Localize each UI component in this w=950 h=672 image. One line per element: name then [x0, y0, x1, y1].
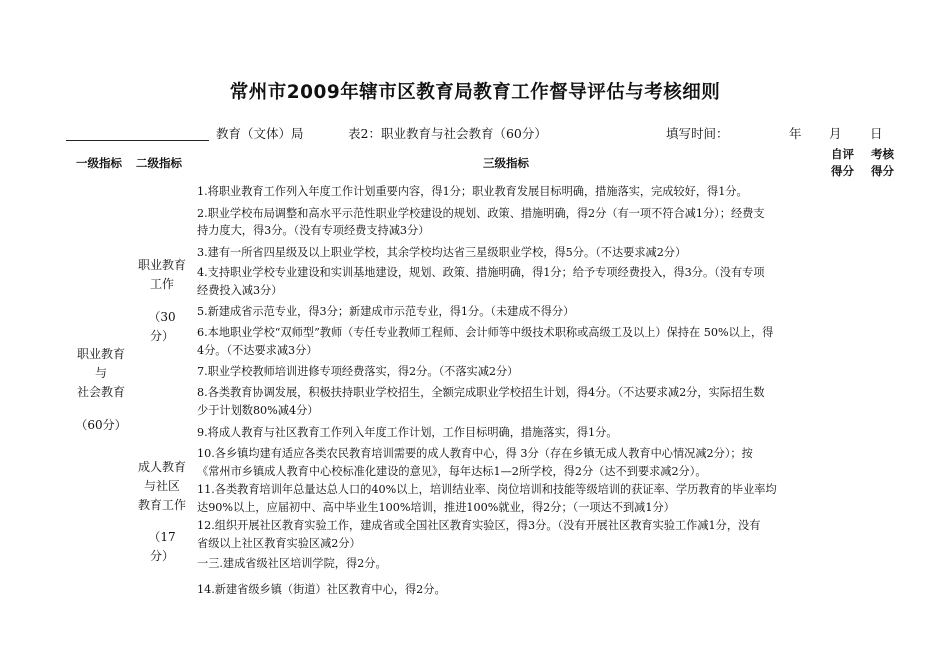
criterion-item: 5.新建成省示范专业，得3分；新建成市示范专业，得1分。（未建成不得分） — [197, 305, 575, 318]
fill-time-label: 填写时间： — [666, 126, 729, 141]
level1-line: 与 — [94, 366, 107, 380]
criterion-item: 12.组织开展社区教育实验工作，建成省或全国社区教育实验区，得3分。（没有开展社区教育实验工作减1分，没有 — [197, 519, 761, 532]
column-header-self-score: 自评 — [831, 147, 854, 161]
month-label: 月 — [829, 126, 842, 141]
criterion-item: 持力度大，得3分。（没有专项经费支持减3分） — [197, 224, 430, 237]
day-label: 日 — [870, 126, 883, 141]
criterion-item: 2.职业学校布局调整和高水平示范性职业学校建设的规划、政策、措施明确，得2分（有一项不符合减1分）；经费支 — [197, 207, 765, 220]
level2-line: 与社区 — [143, 479, 180, 493]
level2-line: 分） — [149, 329, 174, 343]
level2-adult-score — [132, 528, 192, 566]
level1-line: 社会教育 — [76, 385, 125, 399]
criterion-item: 8.各类教育协调发展，积极扶持职业学校招生，全额完成职业学校招生计划，得4分。（不达要求减2分，实际招生数 — [197, 386, 765, 399]
bureau-label: 教育（文体）局 — [216, 126, 304, 141]
criterion-item: 14.新建省级乡镇（街道）社区教育中心，得2分。 — [197, 583, 446, 596]
level2-line: 教育工作 — [137, 498, 186, 512]
document-title: 常州市2009年辖市区教育局教育工作督导评估与考核细则 — [229, 82, 721, 103]
criterion-item: 达90%以上，应届初中、高中毕业生100%培训，推进100%就业，得2分；（一项达不到减1分） — [197, 501, 675, 514]
level2-vocational-label — [132, 256, 192, 294]
criterion-item: 9.将成人教育与社区教育工作列入年度工作计划，工作目标明确，措施落实，得1分。 — [197, 426, 618, 439]
criterion-item: 《常州市乡镇成人教育中心校标准化建设的意见》，每年达标1—2所学校，得2分（达不到要求减2分）。 — [197, 465, 707, 478]
criterion-item: 7.职业学校教师培训进修专项经费落实，得2分。（不落实减2分） — [197, 365, 519, 378]
criterion-item: 6.本地职业学校“双师型”教师（专任专业教师工程师、会计师等中级技术职称或高级工及以上）保持在 50%以上，得 — [197, 326, 774, 339]
table-label: 表2：职业教育与社会教育（60分） — [348, 126, 547, 141]
criterion-item: 省级以上社区教育实验区减2分） — [197, 537, 361, 550]
level2-line: 工作 — [149, 277, 174, 291]
criterion-item: 4.支持职业学校专业建设和实训基地建设，规划、政策、措施明确，得1分；给予专项经费投入，得3分。（没有专项 — [197, 266, 765, 279]
criterion-item: 10.各乡镇均建有适应各类农民教育培训需要的成人教育中心，得 3分（存在乡镇无成人教育中心情况减2分）；按 — [197, 447, 753, 460]
criterion-item: 1.将职业教育工作列入年度工作计划重要内容，得1分；职业教育发展目标明确，措施落实，完成较好，得1分。 — [197, 185, 748, 198]
column-header-check-score: 考核 — [871, 147, 894, 161]
level2-line: 分） — [149, 549, 174, 563]
column-header-check-score: 得分 — [871, 164, 894, 178]
level2-line: 职业教育 — [137, 258, 186, 272]
level2-line: （17 — [148, 530, 176, 544]
column-header-level2: 二级指标 — [136, 156, 182, 170]
criterion-item: 3.建有一所省四星级及以上职业学校，其余学校均达省三星级职业学校，得5分。（不达要求减2分） — [197, 246, 687, 259]
level1-label — [64, 345, 138, 402]
year-label: 年 — [789, 126, 802, 141]
column-header-level3: 三级指标 — [483, 156, 529, 170]
criterion-item: 少于计划数80%减4分） — [197, 404, 319, 417]
column-header-level1: 一级指标 — [76, 156, 122, 170]
level2-vocational-score — [132, 308, 192, 346]
level1-score: （60分） — [75, 418, 127, 432]
criterion-item: 11.各类教育培训年总量达总人口的40%以上，培训结业率、岗位培训和技能等级培训的获证率、学历教育的毕业率均 — [197, 483, 777, 496]
criterion-item: 经费投入减3分） — [197, 284, 283, 297]
criterion-item: 4分。（不达要求减3分） — [197, 344, 318, 357]
column-header-self-score: 得分 — [831, 164, 854, 178]
level2-line: （30 — [148, 310, 176, 324]
level2-adult-label — [132, 458, 192, 515]
level1-line: 职业教育 — [76, 347, 125, 361]
criterion-item: 一三.建成省级社区培训学院，得2分。 — [197, 557, 387, 570]
bureau-name-blank[interactable] — [66, 140, 209, 141]
level2-line: 成人教育 — [137, 460, 186, 474]
